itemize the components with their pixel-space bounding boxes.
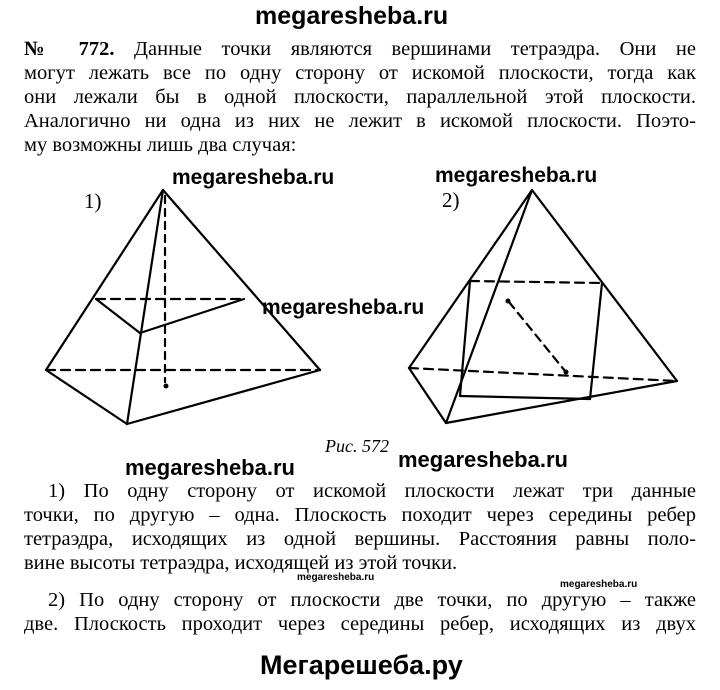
watermark-top: megaresheba.ru (255, 2, 449, 30)
problem-line-4: Аналогично ни одна из них не лежит в искомой плоскости. Поэто- (24, 110, 696, 132)
case-2-text (24, 588, 696, 636)
problem-line-2: могут лежать все по одну сторону от искомой плоскости, тогда как (24, 62, 696, 84)
watermark-tiny-left: megaresheba.ru (297, 572, 375, 583)
case-1-line-4: вине высоты тетраэдра, исходящей из этой точки. (24, 552, 458, 574)
case-1-line-1: 1) По одну сторону от искомой плоскости лежат три данные (48, 480, 696, 502)
problem-number: № 772. (24, 38, 115, 60)
case-1-line-2: точки, по другую – одна. Плоскость походит через середины ребер (24, 504, 696, 526)
watermark-lower-left: megaresheba.ru (125, 455, 295, 480)
figure-label-2: 2) (442, 188, 460, 212)
watermark-middle: megaresheba.ru (262, 296, 425, 319)
case-2-line-1: 2) По одну сторону от плоскости две точки, по другую – также (48, 589, 696, 611)
case-2-line-2: две. Плоскость проходит через середины ребер, исходящих из двух (24, 613, 696, 635)
figure-caption: Рис. 572 (325, 436, 389, 456)
case-1-line-3: тетраэдра, исходящих из одной вершины. Расстояния равны поло- (24, 528, 696, 550)
problem-line-5: му возможны лишь два случая: (24, 134, 297, 156)
watermark-figure-1: megaresheba.ru (172, 166, 335, 189)
watermark-lower-right: megaresheba.ru (398, 447, 568, 472)
case-1-text (24, 479, 696, 575)
tetrahedron-2-drawing (409, 190, 677, 423)
figure-label-1: 1) (84, 189, 102, 213)
problem-line-3: они лежали бы в одной плоскости, параллельной этой плоскости. (24, 86, 696, 108)
footer-brand: Мегарешеба.ру (260, 650, 463, 680)
watermark-figure-2: megaresheba.ru (435, 164, 598, 187)
problem-line-1: № 772. Данные точки являются вершинами тетраэдра. Они не (24, 38, 696, 60)
watermark-tiny-right: megaresheba.ru (560, 579, 638, 590)
